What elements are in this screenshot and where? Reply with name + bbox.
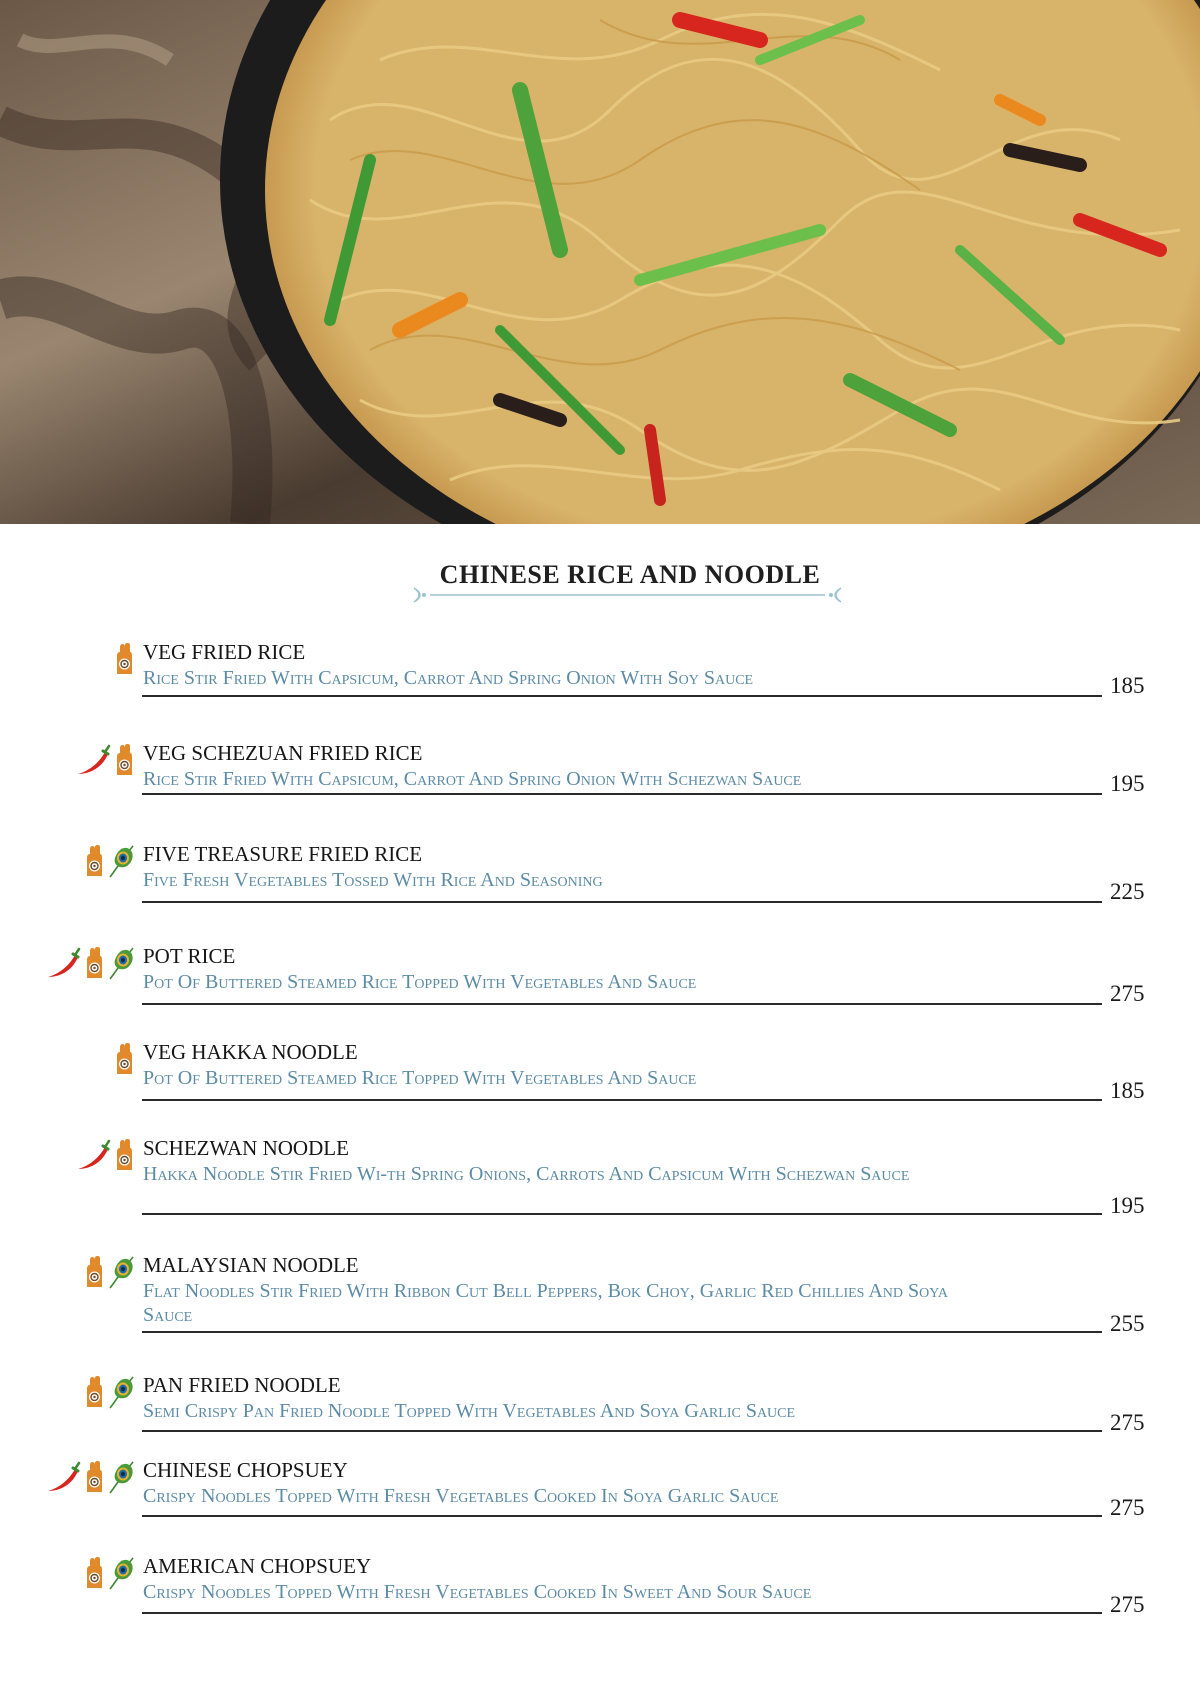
item-name: FIVE TREASURE FRIED RICE xyxy=(143,842,423,866)
item-description: Rice Stir Fried With Capsicum, Carrot And Spring Onion With Schezwan Sauce xyxy=(143,768,802,790)
peacock-feather-icon xyxy=(107,1460,135,1494)
diet-icons xyxy=(83,1375,135,1409)
item-divider xyxy=(142,1612,1102,1614)
peacock-feather-icon xyxy=(107,844,135,878)
item-name: POT RICE xyxy=(143,944,236,968)
item-description: Five Fresh Vegetables Tossed With Rice And Seasoning xyxy=(143,869,603,891)
item-divider xyxy=(142,901,1102,903)
item-divider xyxy=(142,695,1102,697)
peacock-feather-icon xyxy=(107,1556,135,1590)
item-description: Crispy Noodles Topped With Fresh Vegetables Cooked In Sweet And Sour Sauce xyxy=(143,1581,812,1603)
item-price: 225 xyxy=(1110,879,1145,904)
diet-icons xyxy=(45,946,135,980)
jain-icon xyxy=(83,1556,105,1590)
jain-icon xyxy=(83,844,105,878)
item-name: PAN FRIED NOODLE xyxy=(143,1373,341,1397)
jain-icon xyxy=(113,1042,135,1076)
chilli-icon xyxy=(75,743,111,777)
item-name: SCHEZWAN NOODLE xyxy=(143,1136,349,1160)
jain-icon xyxy=(113,642,135,676)
peacock-feather-icon xyxy=(107,1375,135,1409)
item-description: Crispy Noodles Topped With Fresh Vegetables Cooked In Soya Garlic Sauce xyxy=(143,1485,779,1507)
hero-photo-noodles xyxy=(0,0,1200,524)
jain-icon xyxy=(83,1255,105,1289)
item-name: VEG FRIED RICE xyxy=(143,640,306,664)
item-description: Flat Noodles Stir Fried With Ribbon Cut Bell Peppers, Bok Choy, Garlic Red Chillies And Soya Sauce xyxy=(143,1280,948,1326)
diet-icons xyxy=(113,1042,135,1076)
item-name: MALAYSIAN NOODLE xyxy=(143,1253,359,1277)
item-divider xyxy=(142,1430,1102,1432)
item-name: CHINESE CHOPSUEY xyxy=(143,1458,348,1482)
jain-icon xyxy=(113,1138,135,1172)
item-price: 275 xyxy=(1110,1410,1145,1435)
diet-icons xyxy=(83,1255,135,1289)
jain-icon xyxy=(83,946,105,980)
item-divider xyxy=(142,1331,1102,1333)
item-price: 195 xyxy=(1110,771,1145,796)
section-heading: CHINESE RICE AND NOODLE xyxy=(439,560,821,589)
item-divider xyxy=(142,793,1102,795)
item-divider xyxy=(142,1515,1102,1517)
diet-icons xyxy=(113,642,135,676)
item-price: 185 xyxy=(1110,1078,1145,1103)
item-name: VEG HAKKA NOODLE xyxy=(143,1040,358,1064)
item-name: AMERICAN CHOPSUEY xyxy=(143,1554,372,1578)
jain-icon xyxy=(83,1460,105,1494)
item-divider xyxy=(142,1213,1102,1215)
item-name: VEG SCHEZUAN FRIED RICE xyxy=(143,741,423,765)
item-price: 195 xyxy=(1110,1193,1145,1218)
heading-ornament xyxy=(410,584,845,606)
item-price: 275 xyxy=(1110,981,1145,1006)
jain-icon xyxy=(113,743,135,777)
diet-icons xyxy=(83,1556,135,1590)
diet-icons xyxy=(83,844,135,878)
diet-icons xyxy=(45,1460,135,1494)
chilli-icon xyxy=(75,1138,111,1172)
item-divider xyxy=(142,1003,1102,1005)
item-description: Rice Stir Fried With Capsicum, Carrot And Spring Onion With Soy Sauce xyxy=(143,667,754,689)
item-price: 275 xyxy=(1110,1495,1145,1520)
item-price: 185 xyxy=(1110,673,1145,698)
jain-icon xyxy=(83,1375,105,1409)
item-description: Pot Of Buttered Steamed Rice Topped With Vegetables And Sauce xyxy=(143,1067,697,1089)
chilli-icon xyxy=(45,946,81,980)
item-description: Semi Crispy Pan Fried Noodle Topped With Vegetables And Soya Garlic Sauce xyxy=(143,1400,796,1422)
peacock-feather-icon xyxy=(107,946,135,980)
item-price: 275 xyxy=(1110,1592,1145,1617)
item-description: Pot Of Buttered Steamed Rice Topped With Vegetables And Sauce xyxy=(143,971,697,993)
diet-icons xyxy=(75,1138,135,1172)
item-description: Hakka Noodle Stir Fried Wi-th Spring Onions, Carrots And Capsicum With Schezwan Sauce xyxy=(143,1163,910,1185)
item-divider xyxy=(142,1099,1102,1101)
item-price: 255 xyxy=(1110,1311,1145,1336)
diet-icons xyxy=(75,743,135,777)
chilli-icon xyxy=(45,1460,81,1494)
peacock-feather-icon xyxy=(107,1255,135,1289)
